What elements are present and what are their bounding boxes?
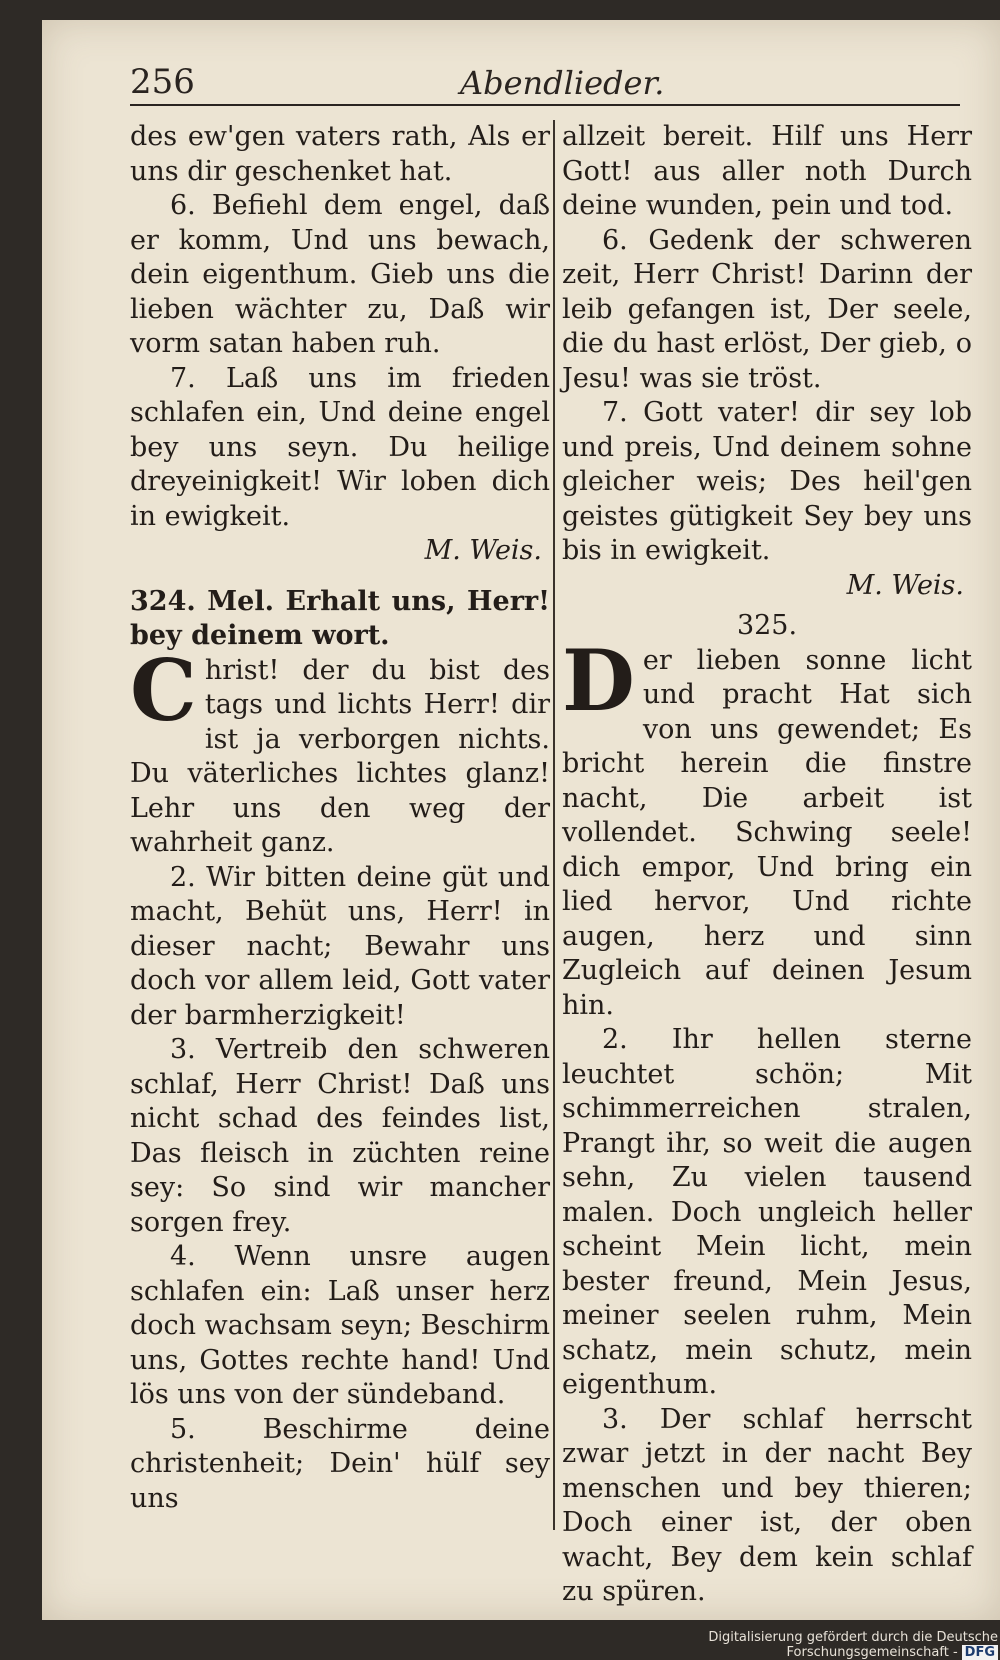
first-stanza <box>562 630 972 1024</box>
attribution: M. Weis. <box>846 569 964 601</box>
stanza: 6. Befiehl dem engel, daß er komm, Und uns bewach, dein eigenthum. Gieb uns die lieben wächter zu, Daß wir vorm satan haben ruh. <box>130 190 550 359</box>
stanza: 4. Wenn unsre augen schlafen ein: Laß unser herz doch wachsam seyn; Beschirm uns, Gottes rechte hand! Und lös uns von der sündeband. <box>130 1241 550 1410</box>
stanza: 7. Laß uns im frieden schlafen ein, Und deine engel bey uns seyn. Du heilige dreyeinigkeit! Wir loben dich in ewigkeit. <box>130 362 550 532</box>
credit-text: Digitalisierung gefördert durch die Deutsche Forschungsgemeinschaft - <box>708 1630 998 1660</box>
first-stanza <box>130 640 550 861</box>
left-column <box>130 120 550 1516</box>
text-line: allzeit bereit. Hilf uns Herr Gott! aus aller noth Durch deine wunden, pein und tod. <box>562 121 972 221</box>
hymn-heading-text: 324. Mel. Erhalt uns, Herr! bey deinem wort. <box>130 585 550 651</box>
digitization-credit <box>600 1630 998 1660</box>
page-number: 256 <box>130 62 195 102</box>
hymn-heading <box>130 585 550 654</box>
dropcap: D <box>562 630 635 730</box>
stanza: 5. Beschirme deine christenheit; Dein' hülf sey uns <box>130 1413 550 1514</box>
column-divider <box>553 120 555 1530</box>
stanza: 6. Gedenk der schweren zeit, Herr Christ! Darinn der leib gefangen ist, Der seele, die du hast erlöst, Der gieb, o Jesu! was sie tröst. <box>562 224 972 394</box>
dfg-logo: DFG <box>962 1645 998 1660</box>
first-stanza-text: er lieben sonne licht und pracht Hat sich von uns gewendet; Es bricht herein die finstre nacht, Die arbeit ist vollendet. Schwing seele! dich empor, Und bring ein lied hervor, Und richte augen, herz und sinn Zugleich auf deinen Jesum hin. <box>562 644 972 1021</box>
dropcap: C <box>130 640 197 740</box>
attribution: M. Weis. <box>424 535 542 566</box>
text-line: des ew'gen vaters rath, Als er uns dir geschenket hat. <box>130 121 550 187</box>
stanza: 3. Vertreib den schweren schlaf, Herr Christ! Daß uns nicht schad des feindes list, Das fleisch in züchten reine sey: So sind wir mancher sorgen frey. <box>130 1034 550 1238</box>
first-stanza-text: hrist! der du bist des tags und lichts Herr! dir ist ja verborgen nichts. Du väterliches lichtes glanz! Lehr uns den weg der wahrheit ganz. <box>130 654 550 858</box>
stanza: 2. Ihr hellen sterne leuchtet schön; Mit schimmerreichen stralen, Prangt ihr, so weit die augen sehn, Zu vielen tausend malen. Doch ungleich heller scheint Mein licht, mein bester freund, Mein Jesus, meiner seelen ruhm, Mein schatz, mein schutz, mein eigenthum. <box>562 1024 972 1400</box>
stanza: 3. Der schlaf herrscht zwar jetzt in der nacht Bey menschen und bey thieren; Doch einer ist, der oben wacht, Bey dem kein schlaf zu spüren. <box>562 1403 972 1607</box>
running-head: Abendlieder. <box>460 64 665 102</box>
page-header <box>130 62 960 106</box>
hymn-number: 325. <box>736 610 798 641</box>
stanza: 7. Gott vater! dir sey lob und preis, Und deinem sohne gleicher weis; Des heil'gen geistes gütigkeit Sey bey uns bis in ewigkeit. <box>562 397 972 566</box>
right-column <box>562 120 972 1610</box>
stanza: 2. Wir bitten deine güt und macht, Behüt uns, Herr! in dieser nacht; Bewahr uns doch vor allem leid, Gott vater der barmherzigkeit! <box>130 861 550 1031</box>
